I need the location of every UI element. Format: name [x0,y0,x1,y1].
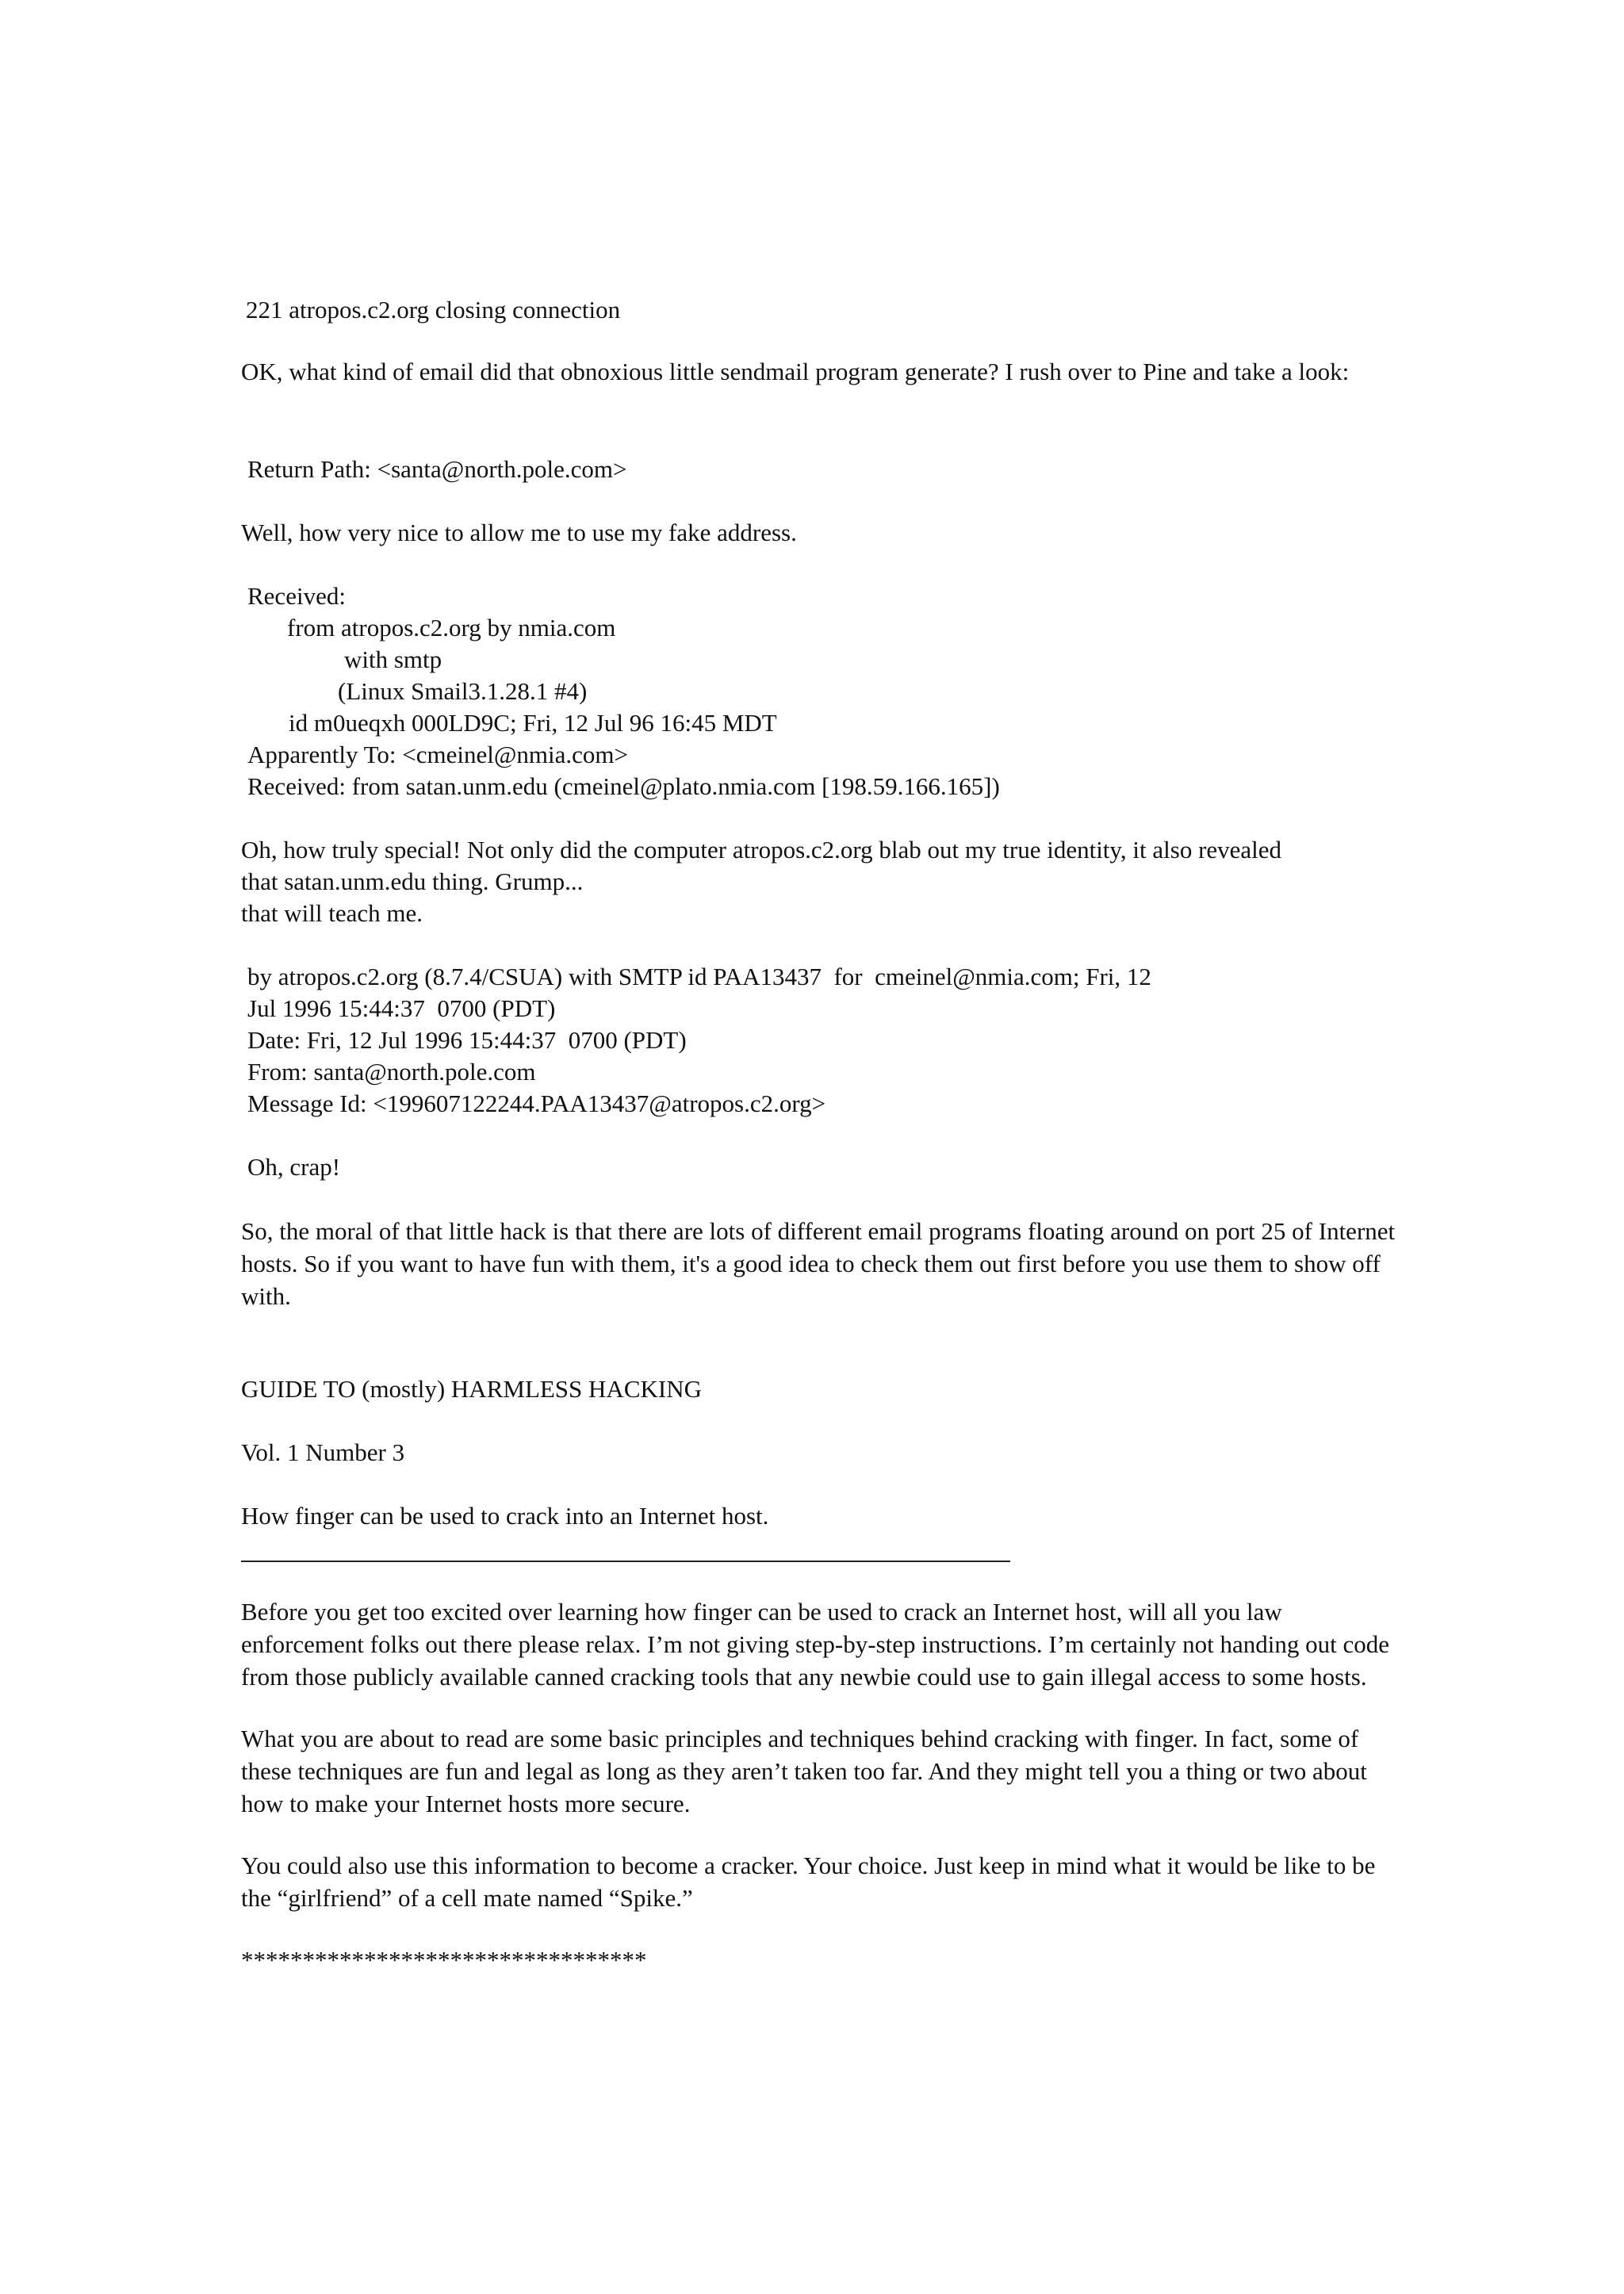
volume-number: Vol. 1 Number 3 [241,1438,405,1466]
apparently-to-header: Apparently To: <cmeinel@nmia.com> [247,741,629,768]
paragraph-basic-principles: What you are about to read are some basic principles and techniques behind cracking with finger. In fact, some of these techniques are fun and legal as long as they aren’t taken too far. And they might tell you a thing or two about how to make your Internet hosts more secure. [241,1725,1367,1817]
received-linux-line: (Linux Smail3.1.28.1 #4) [338,677,588,705]
from-header: From: santa@north.pole.com [247,1058,536,1086]
received-id-line: id m0ueqxh 000LD9C; Fri, 12 Jul 96 16:45 MDT [289,709,777,737]
received-from-satan-header: Received: from satan.unm.edu (cmeinel@plato.nmia.com [198.59.166.165]) [247,772,1000,800]
oh-crap-line: Oh, crap! [247,1153,341,1181]
paragraph-your-choice: You could also use this information to become a cracker. Your choice. Just keep in mind what it would be like to be the “girlfriend” of a cell mate named “Spike.” [241,1852,1376,1912]
message-id-header: Message Id: <199607122244.PAA13437@atropos.c2.org> [247,1090,826,1117]
article-subtitle: How finger can be used to crack into an Internet host. [241,1502,769,1530]
paragraph-intro-disclaimer: Before you get too excited over learning how finger can be used to crack an Internet host, will all you law enforcement folks out there please relax. I’m not giving step-by-step instructions. I’m certainly not handing out code from those publicly available canned cracking tools that any newbie could use to gain illegal access to some hosts. [241,1598,1389,1691]
paragraph-fake-address: Well, how very nice to allow me to use my fake address. [241,519,797,546]
received-from-line: from atropos.c2.org by nmia.com [287,614,616,641]
received-smtp-line: with smtp [344,645,442,673]
date-header: Date: Fri, 12 Jul 1996 15:44:37 0700 (PDT) [247,1026,687,1054]
paragraph-special-line-1: Oh, how truly special! Not only did the computer atropos.c2.org blab out my true identity, it also revealed [241,836,1282,864]
return-path-header: Return Path: <santa@north.pole.com> [247,455,627,483]
asterisk-divider: ********************************* [241,1946,647,1974]
paragraph-special-line-2: that satan.unm.edu thing. Grump... [241,867,584,895]
closing-connection-line: 221 atropos.c2.org closing connection [246,296,621,324]
horizontal-rule [241,1561,1010,1562]
by-atropos-line-1: by atropos.c2.org (8.7.4/CSUA) with SMTP id PAA13437 for cmeinel@nmia.com; Fri, 12 [247,963,1151,990]
paragraph-special-line-3: that will teach me. [241,899,423,927]
paragraph-sendmail-question: OK, what kind of email did that obnoxious little sendmail program generate? I rush over to Pine and take a look: [241,358,1350,385]
paragraph-moral: So, the moral of that little hack is that there are lots of different email programs floating around on port 25 of Internet hosts. So if you want to have fun with them, it's a good idea to check them out first before you use them to show off with. [241,1217,1396,1310]
guide-title: GUIDE TO (mostly) HARMLESS HACKING [241,1375,702,1403]
received-label: Received: [247,582,346,610]
by-atropos-line-2: Jul 1996 15:44:37 0700 (PDT) [247,994,556,1022]
